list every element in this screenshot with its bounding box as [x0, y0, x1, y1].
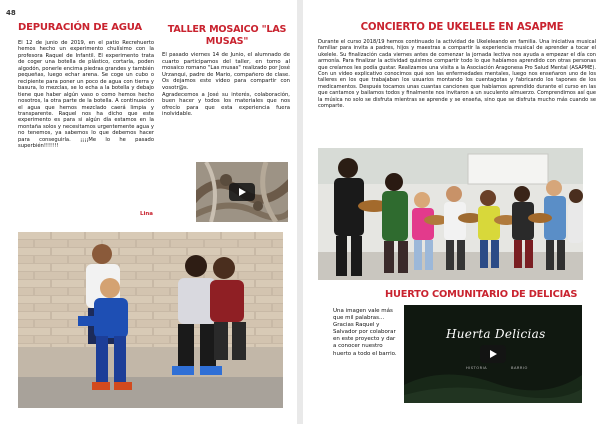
depuracion-paragraph: El 12 de junio de 2019, en el patio Recrehuerto hemos hecho un experimento chulísimo con la profesora Raquel de Infantil. El experimento trata de coger una botella de plástico, cortarla, poden algodón, ponerle encima piedras grandes y también pequeñas, luego echar arena. Se coge un cubo o recipiente para poner un poco de agua con tierra y basura, lo mezclas, se lo echa a la botella y debajo tiene que haber algún vaso o como hemos hecho nosotros, la otra parte de la botella. A continuación el agua que hemos mezclado caerá limpia y transparente. Raquel nos ha dicho que este experimento es para si algún día estamos en la montaña solos y necesitamos urgentemente agua y no tenemos, ya sabemos lo que debemos hacer para conseguirla. ¡¡¡¡Me lo he pasado superbién!!!!!!! [18, 40, 154, 150]
depuracion-text [18, 40, 154, 150]
ukelele-text [318, 39, 596, 109]
page-number: 48 [6, 9, 16, 17]
depuracion-signature: Lina [140, 211, 154, 217]
ukelele-photo [318, 148, 583, 280]
mosaico-paragraph: Agradecemos a José su interés, colaboración, buen hacer y todos los materiales que nos ofrecío para que esta experiencia fuera inolvidable. [162, 91, 290, 118]
ukelele-image [318, 148, 583, 280]
ukelele-title: CONCIERTO DE UKELELE EN ASAPME [360, 22, 564, 33]
mosaico-paragraph: El pasado viernes 14 de Junio, el alumnado de cuarto participamos del taller, en torno al mosaico romano "Las musas" realizado por José Urzanqui, padre de Mario, compañero de clase. Os dejamos este video para compartir con vosotr@s. [162, 52, 290, 91]
mosaico-video[interactable] [196, 162, 288, 222]
children-image [18, 232, 283, 408]
left-page [0, 0, 297, 424]
mosaico-title [163, 24, 291, 47]
play-button[interactable] [229, 183, 255, 201]
depuracion-title: DEPURACIÓN DE AGUA [18, 22, 142, 33]
ukelele-paragraph: Durante el curso 2018/19 hemos continuado la actividad de Ukeleleando en familia. Una iniciativa musical familiar para invita a padres, hijos y maestras a compartir la experiencia musical de aprender a tocar el ukelele. Su finalización cada viernes antes de comenzar la jornada lectiva nos ayuda a empezar el día con armonía. Para finalizar la actividad quisimos compartir todo lo que habíamos aprendido con otras personas que creíamos les podía gustar. Realizamos una visita a la Asociación Aragonesa Pro Salud Mental (ASAPME). Con un video explicativo conocimos qué son las enfermedades mentales, luego nos enseñaron uno de los talleres en los que trabajaban los usuarios montando los cuentagotas y fabricando los tapones de los medicamentos. Después tocamos unas cuantas canciones que habíamos aprendido durante el curso en las que cantamos y bailamos todos y finalmente nos invitaron a un suculento almuerzo. Comprendimos así que la música no solo se disfruta mientras se aprende y se enseña, sino que se disfruta mucho más cuando se comparte. [318, 39, 596, 110]
children-photo [18, 232, 283, 408]
mosaico-text [162, 52, 290, 118]
huerto-text [333, 308, 397, 358]
huerto-title: HUERTO COMUNITARIO DE DELICIAS [385, 289, 578, 300]
huerto-video-label-right: BARRIO [511, 366, 528, 370]
huerto-video[interactable] [404, 305, 582, 403]
huerto-video-label-left: HISTORIA [466, 366, 488, 370]
right-page [303, 0, 600, 424]
mosaico-title-line2: MUSAS" [205, 35, 249, 47]
play-button[interactable] [480, 345, 506, 363]
huerto-video-title: Huerta Delicias [446, 327, 546, 341]
mosaico-title-line1: TALLER MOSAICO "LAS [167, 24, 287, 35]
huerto-paragraph: Una imagen vale más que mil palabras... Gracias Raquel y Salvador por colaborar en este proyecto y dar a conocer nuestro huerto a todo el barrio. [333, 308, 397, 357]
